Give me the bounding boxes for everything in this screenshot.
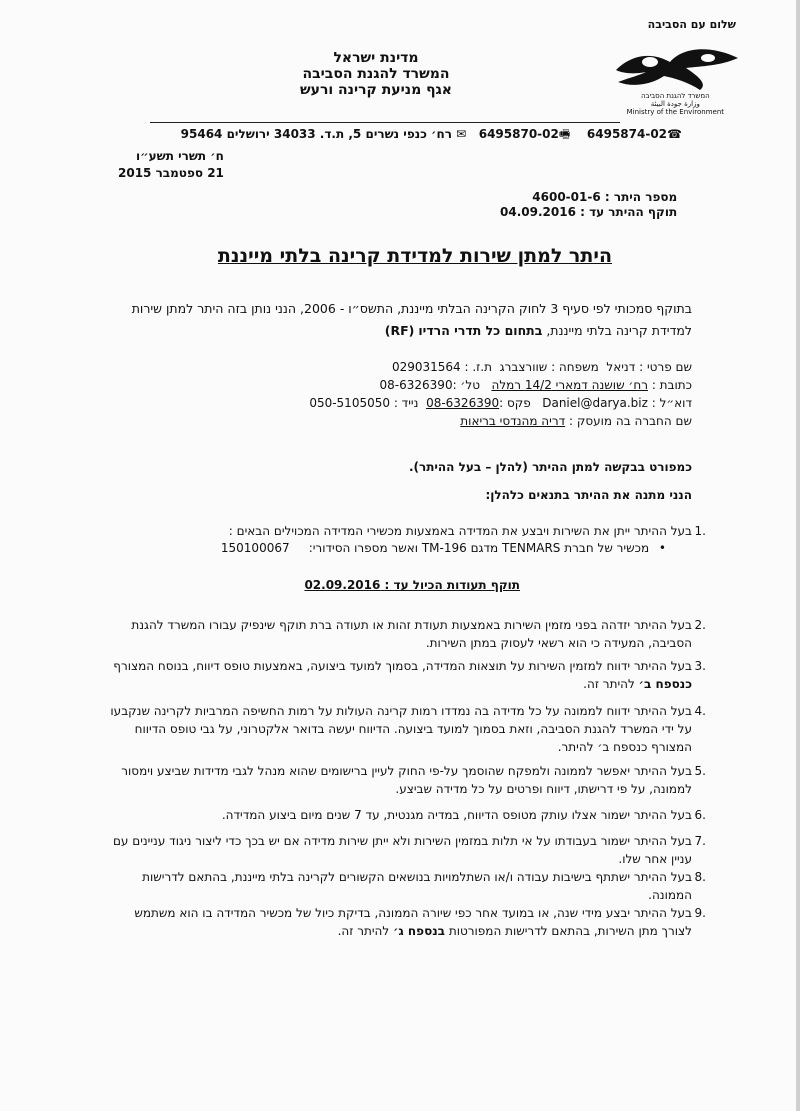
item-tail: להיתר זה.	[583, 677, 635, 691]
tel-label: טל׳ :	[452, 378, 481, 392]
intro-rf: (RF)	[384, 323, 415, 338]
ministry-name: המשרד להגנת הסביבה	[302, 66, 450, 82]
intro-paragraph	[102, 298, 692, 342]
page-title: היתר למתן שירות למדידת קרינה בלתי מייננת	[217, 245, 612, 267]
instrument-model-label: מדגם	[470, 541, 499, 555]
item-text: בעל ההיתר ידווח למזמין השירות על תוצאות המדידה, בסמוך למועד ביצועה, באמצעות טופס דיווח, בנוסח המצורף	[113, 659, 692, 673]
condition-item	[102, 868, 706, 904]
item-text: בעל ההיתר יזדהה בפני מזמין השירות באמצעות תעודת זהות או תעודה ברת תוקף שינפיק עבורו המשרד להגנת הסביבה, המעידה כי הוא רשאי לעסוק במתן השירות.	[131, 618, 692, 650]
fax-value: 08-6326390	[426, 396, 500, 410]
logo-caption	[627, 92, 724, 116]
contact-row	[262, 394, 692, 412]
family-name-label: משפחה :	[551, 360, 599, 374]
state-name: מדינת ישראל	[333, 50, 419, 66]
item-number: 3.	[694, 659, 706, 673]
item-bold: בנספח ג׳	[393, 924, 445, 938]
ministry-logo	[612, 18, 742, 114]
email-value[interactable]: Daniel@darya.biz	[542, 396, 648, 410]
calibration-label: תוקף תעודות הכיול עד :	[384, 578, 520, 592]
address-label: כתובת :	[651, 378, 692, 392]
condition-item	[102, 762, 706, 798]
item-number: 2.	[694, 618, 706, 632]
item-number: 5.	[694, 764, 706, 778]
permit-details	[500, 190, 677, 220]
address-value: רח׳ שושנה דמארי 14/2 רמלה	[491, 378, 648, 392]
item-text: בעל ההיתר יבצע מידי שנה, או במועד אחר כפי שיורה הממונה, בדיקת כיול של מכשיר המדידה בו הוא משתמש לצורך מתן השירות, בהתאם לדרישות המפורטות	[134, 906, 692, 938]
logo-slogan: שלום עם הסביבה	[647, 18, 736, 31]
calibration-date: 02.09.2016	[304, 578, 381, 592]
item-text: בעל ההיתר ידווח לממונה על כל מדידה בה נמדדו רמות קרינה העולות על רמות החשיפה המרביות לקרינה שנקבעו על ידי המשרד להגנת הסביבה, וזאת בסמוך למועד ביצועה. הדיווח יעשה בדואר אלקטרוני, על גבי טופס הדיווח המצורף כנספח ב׳ להיתר.	[110, 704, 692, 754]
email-label: דוא״ל :	[651, 396, 692, 410]
company-value: דריה מהנדסי בריאות	[460, 414, 566, 428]
mobile-label: נייד :	[393, 396, 419, 410]
gregorian-date: 21 ספטמבר 2015	[118, 166, 224, 180]
bullet-icon: •	[658, 541, 666, 555]
intro-text: בתוקף סמכותי לפי סעיף 3 לחוק הקרינה הבלתי מייננת, התשס״ו - 2006, הנני נותן בזה היתר למתן שירות למדידת קרינה בלתי מייננת,	[131, 301, 692, 338]
permit-number: 4600-01-6	[532, 190, 601, 204]
logo-name-ar: وزارة جودة البيئة	[650, 100, 700, 108]
condition-item	[102, 806, 706, 824]
contact-line	[181, 125, 682, 146]
item-number: 7.	[694, 834, 706, 848]
contact-fax: 6495870-02	[478, 127, 559, 141]
permit-valid-date: 04.09.2016	[500, 205, 576, 219]
condition-item	[102, 616, 706, 652]
item-text: בעל ההיתר ישמור אצלו עותק מטופס הדיווח, במדיה מגנטית, עד 7 שנים מיום ביצוע המדידה.	[221, 808, 692, 822]
id-label: ת.ז. :	[464, 360, 493, 374]
letter-date	[118, 148, 224, 182]
instrument-serial-label: ואשר מספרו הסידורי:	[308, 541, 418, 555]
permit-holder-details	[262, 358, 692, 430]
name-row	[262, 358, 692, 376]
division-name: אגף מניעת קרינה ורעש	[300, 82, 452, 98]
instrument-model: TM-196	[421, 541, 467, 555]
permit-valid-label: תוקף ההיתר עד :	[580, 205, 678, 219]
first-name: דניאל	[606, 360, 636, 374]
condition-item	[102, 657, 706, 693]
item-number: 8.	[694, 870, 706, 884]
family-name: שוורצברג	[499, 360, 548, 374]
calibration-validity	[304, 578, 520, 592]
hebrew-date: ח׳ תשרי תשע״ו	[135, 149, 224, 163]
condition-item	[102, 832, 706, 868]
fax-icon: 🖷	[558, 127, 571, 141]
condition-item	[102, 702, 706, 756]
instrument-prefix: מכשיר של חברת	[564, 541, 650, 555]
logo-name-en: Ministry of the Environment	[626, 108, 724, 116]
item-number: 6.	[694, 808, 706, 822]
first-name-label: שם פרטי :	[639, 360, 692, 374]
permit-number-label: מספר היתר :	[604, 190, 678, 204]
contact-address: רח׳ כנפי נשרים 5, ת.ד. 34033 ירושלים 95464	[180, 127, 452, 141]
requester-line: כמפורט בבקשה למתן ההיתר (להלן – בעל ההיתר).	[408, 460, 692, 474]
item-number: 9.	[694, 906, 706, 920]
address-row	[262, 376, 692, 394]
logo-emblem-icon	[612, 36, 742, 92]
condition-item	[102, 904, 706, 940]
instrument-line	[106, 541, 666, 555]
phone-icon: ☎	[667, 127, 682, 141]
mail-icon: ✉	[456, 127, 467, 141]
contact-phone: 6495874-02	[586, 127, 668, 141]
scan-edge	[796, 0, 800, 1111]
mobile-value: 050-5105050	[309, 396, 390, 410]
logo-name-he: המשרד להגנת הסביבה	[640, 92, 710, 100]
conditions-heading: הנני מתנה את ההיתר בתנאים כלהלן:	[485, 488, 692, 502]
header-divider	[150, 122, 620, 123]
fax-label: פקס :	[499, 396, 531, 410]
condition-item	[102, 522, 706, 540]
item-text: בעל ההיתר ישתתף בישיבות עבודה ו/או השתלמויות בנושאים הקשורים לקרינה בלתי מייננת, בהתאם לדרישות הממונה.	[142, 870, 692, 902]
instrument-brand: TENMARS	[502, 541, 561, 555]
item-bold: כנספח ב׳	[638, 677, 692, 691]
company-label: שם החברה בה מועסק :	[568, 414, 692, 428]
item-text: בעל ההיתר ייתן את השירות ויבצע את המדידה באמצעות מכשירי המדידה המכוילים הבאים :	[228, 524, 692, 538]
item-tail: להיתר זה.	[337, 924, 390, 938]
instrument-serial: 150100067	[220, 541, 290, 555]
item-text: בעל ההיתר ישמור בעבודתו על אי תלות במזמין השירות ולא ייתן שירות מדידה אם יש בכך כדי ליצור ניגוד עניינים עם עניין אחר שלו.	[112, 834, 692, 866]
ministry-header	[300, 50, 452, 98]
item-number: 4.	[694, 704, 706, 718]
intro-bold: בתחום כל תדרי הרדיו	[418, 323, 543, 338]
id-number: 029031564	[391, 360, 461, 374]
item-text: בעל ההיתר יאפשר לממונה ולמפקח שהוסמך על-פי החוק לעיין ברישומים שהוא מנהל לגבי מדידות שביצע וימסור לממונה, על פי דרישתו, דיווח ופרטים על כל מדידה שביצע.	[121, 764, 692, 796]
tel-value: 08-6326390	[379, 378, 453, 392]
item-number: 1.	[694, 524, 706, 538]
company-row	[262, 412, 692, 430]
